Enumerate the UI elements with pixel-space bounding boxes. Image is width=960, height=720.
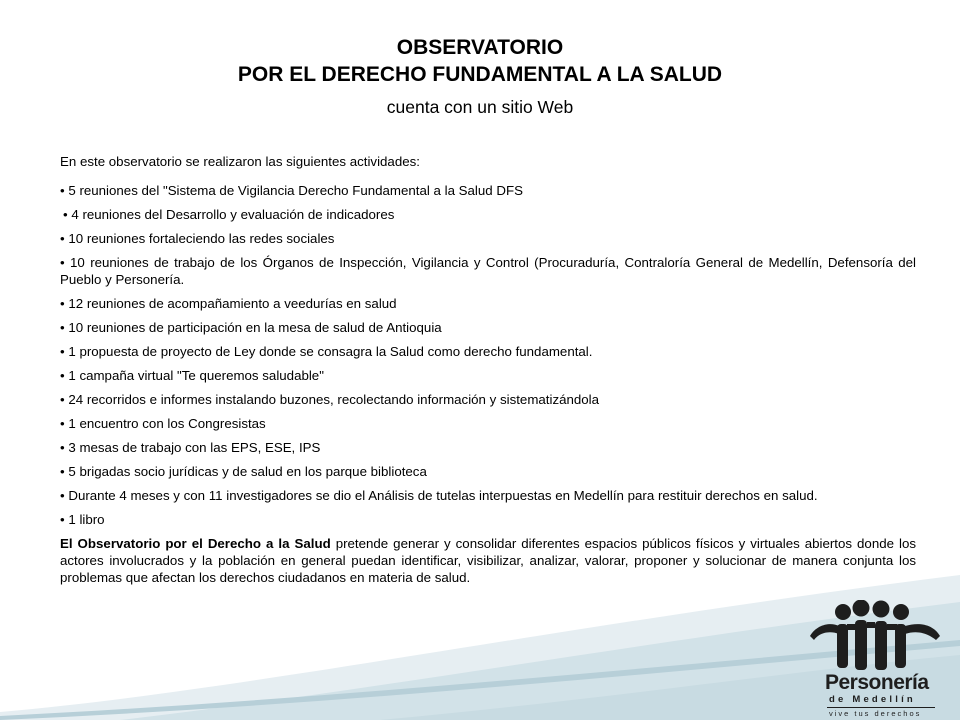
closing-bold: El Observatorio por el Derecho a la Salud [60, 536, 331, 551]
content-body [60, 153, 916, 586]
intro-text: En este observatorio se realizaron las siguientes actividades: [60, 154, 420, 169]
list-item: • Durante 4 meses y con 11 investigadores se dio el Análisis de tutelas interpuestas en Medellín para restituir derechos en salud. [60, 488, 818, 503]
logo-name: Personería [825, 671, 929, 694]
list-item: • 10 reuniones de trabajo de los Órganos de Inspección, Vigilancia y Control (Procuraduría, Contraloría General de Medellín, Defensoría del Pueblo y Personería. [60, 255, 916, 287]
list-item: • 12 reuniones de acompañamiento a veedurías en salud [60, 296, 397, 311]
activity-list [60, 182, 916, 528]
list-item: • 24 recorridos e informes instalando buzones, recolectando información y sistematizándola [60, 392, 600, 407]
people-figures-icon [805, 600, 945, 672]
list-item: • 4 reuniones del Desarrollo y evaluación de indicadores [63, 207, 395, 222]
personeria-logo [805, 600, 945, 720]
logo-tagline: vive tus derechos [829, 709, 922, 718]
closing-rest: pretende generar y consolidar diferentes espacios públicos físicos y virtuales abiertos donde los actores involucrados y la población en general puedan identificar, visibilizar, analizar, valorar, proponer y solucionar de manera conjunta los problemas que afectan los derechos ciudadanos en materia de salud. [60, 536, 917, 585]
list-item: • 3 mesas de trabajo con las EPS, ESE, IPS [60, 440, 321, 455]
list-item: • 1 encuentro con los Congresistas [60, 416, 266, 431]
list-item: • 10 reuniones fortaleciendo las redes sociales [60, 231, 335, 246]
list-item: • 1 campaña virtual "Te queremos saludable" [60, 368, 324, 383]
list-item: • 1 libro [60, 512, 105, 527]
list-item: • 1 propuesta de proyecto de Ley donde se consagra la Salud como derecho fundamental. [60, 344, 593, 359]
logo-divider [827, 707, 935, 708]
page-subtitle: cuenta con un sitio Web [386, 97, 574, 117]
title-block [0, 34, 960, 118]
page-title-line2: POR EL DERECHO FUNDAMENTAL A LA SALUD [237, 63, 723, 86]
logo-sub: de Medellín [829, 694, 916, 705]
list-item: • 5 reuniones del "Sistema de Vigilancia Derecho Fundamental a la Salud DFS [60, 183, 523, 198]
list-item: • 10 reuniones de participación en la mesa de salud de Antioquia [60, 320, 442, 335]
closing-paragraph [60, 535, 916, 586]
page-title-line1: OBSERVATORIO [396, 36, 564, 59]
list-item: • 5 brigadas socio jurídicas y de salud en los parque biblioteca [60, 464, 427, 479]
